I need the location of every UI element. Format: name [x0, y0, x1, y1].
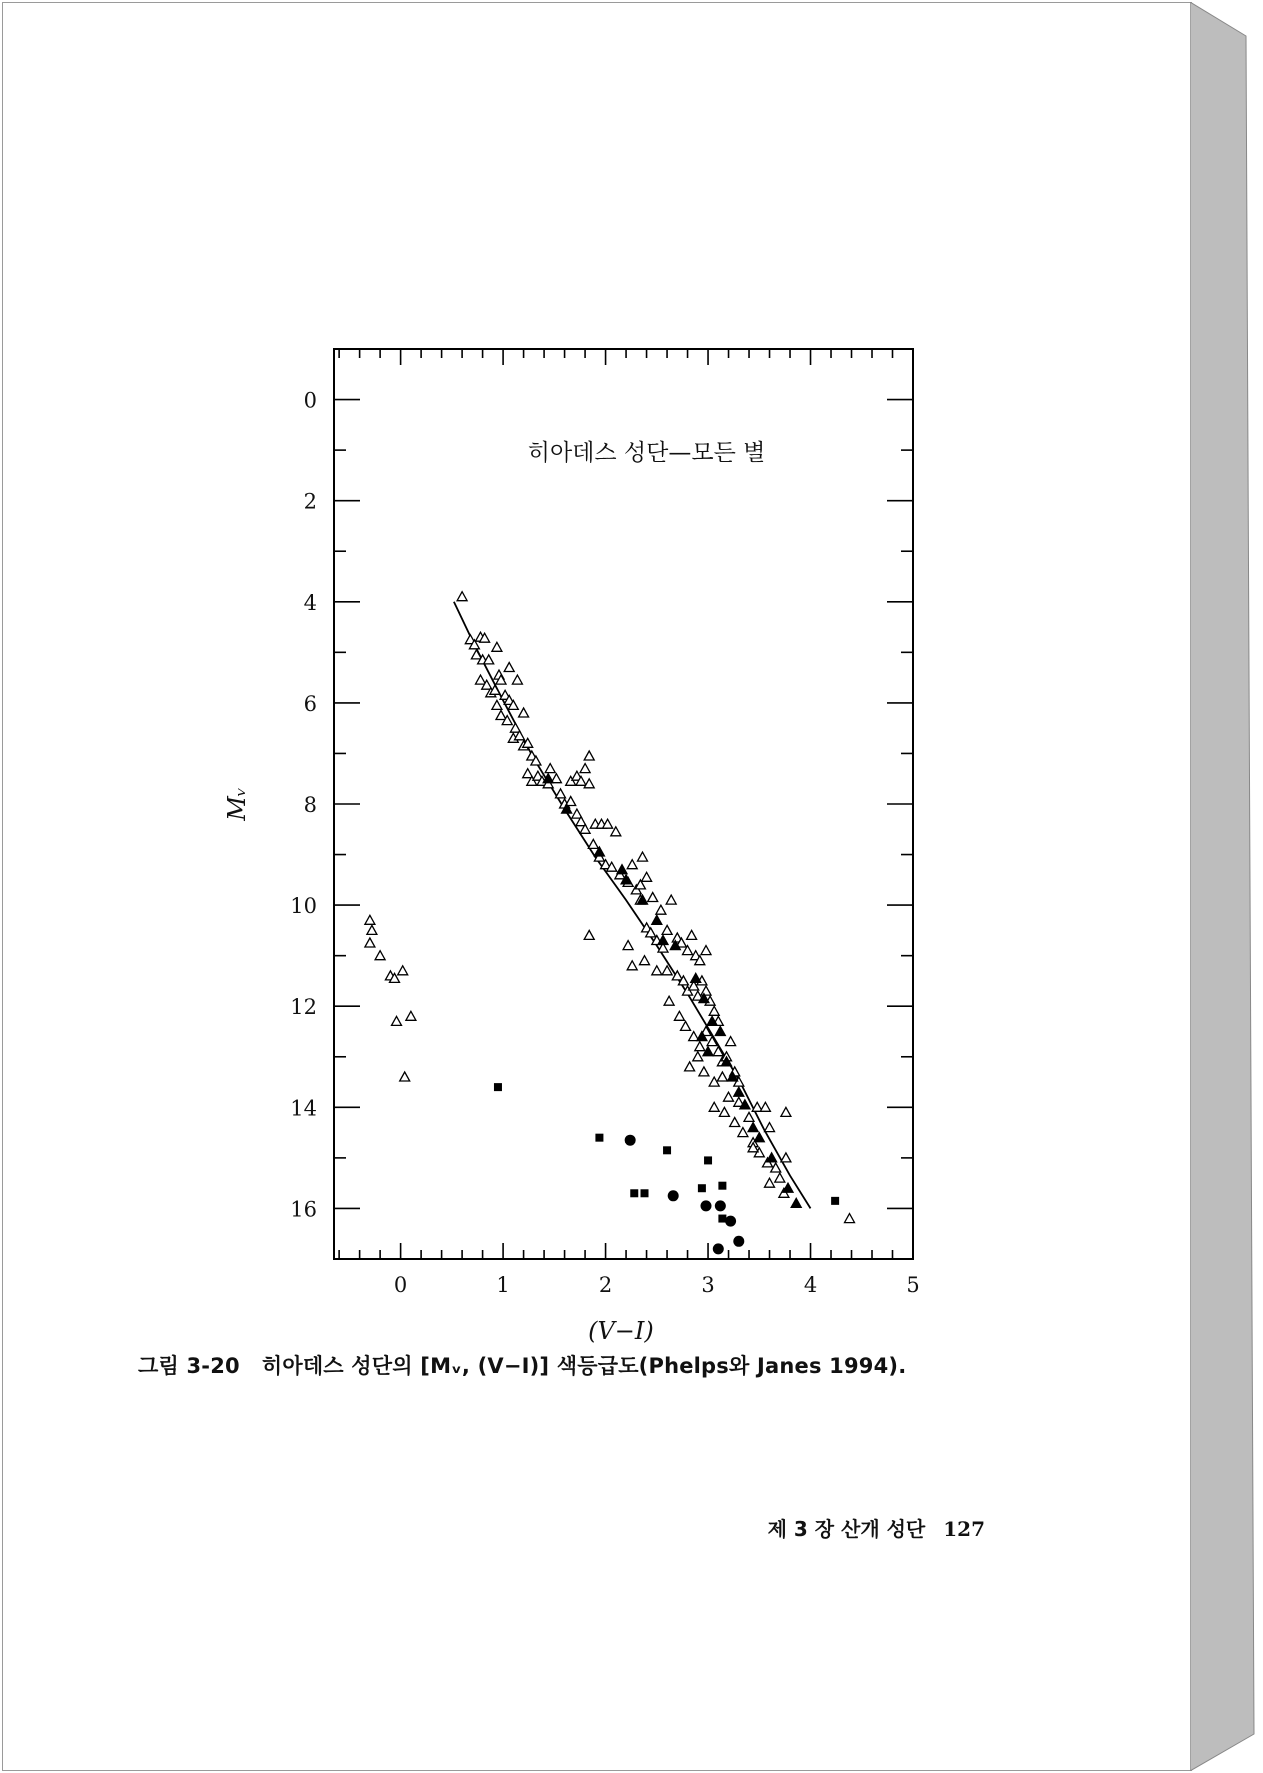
open-triangle-point	[662, 925, 672, 934]
filled-circle-point	[725, 1216, 736, 1227]
filled-square-point	[595, 1134, 603, 1142]
open-triangle-point	[365, 938, 375, 947]
filled-square-point	[494, 1083, 502, 1091]
filled-square-point	[718, 1182, 726, 1190]
open-triangle-point	[640, 956, 650, 965]
figure-caption	[138, 1350, 906, 1380]
open-triangle-point	[719, 1107, 729, 1116]
open-triangle-point	[623, 941, 633, 950]
open-triangle-point	[375, 951, 385, 960]
filled-circle-point	[713, 1243, 724, 1254]
filled-square-point	[663, 1146, 671, 1154]
x-tick-label: 5	[906, 1273, 920, 1297]
open-triangle-point	[496, 711, 506, 720]
open-triangle-point	[687, 930, 697, 939]
open-triangle-point	[367, 925, 377, 934]
open-triangle-point	[457, 592, 467, 601]
open-triangle-point	[674, 1011, 684, 1020]
caption-text: 히아데스 성단의 [Mᵥ, (V−I)] 색등급도(Phelps와 Janes 1994).	[261, 1354, 907, 1378]
y-tick-label: 4	[303, 590, 317, 615]
open-triangle-point	[642, 872, 652, 881]
filled-circle-point	[715, 1200, 726, 1211]
filled-square-point	[630, 1189, 638, 1197]
plot-frame	[334, 349, 913, 1259]
open-triangle-point	[392, 1016, 402, 1025]
x-tick-label: 1	[496, 1273, 510, 1297]
x-tick-label: 3	[701, 1273, 715, 1297]
open-triangle-point	[588, 839, 598, 848]
filled-circle-point	[700, 1200, 711, 1211]
open-triangle-point	[627, 961, 637, 970]
footer-chapter: 제 3 장 산개 성단	[767, 1517, 926, 1541]
open-triangle-point	[638, 852, 648, 861]
open-triangle-point	[365, 915, 375, 924]
filled-square-point	[704, 1156, 712, 1164]
open-triangle-point	[744, 1112, 754, 1121]
filled-circle-point	[625, 1135, 636, 1146]
y-tick-label: 6	[303, 691, 317, 716]
open-triangle-point	[648, 893, 658, 902]
open-triangle-point	[406, 1011, 416, 1020]
open-triangle-point	[666, 895, 676, 904]
y-tick-label: 2	[303, 489, 317, 514]
filled-circle-point	[668, 1190, 679, 1201]
x-tick-label: 2	[598, 1273, 613, 1297]
open-triangle-point	[400, 1072, 410, 1081]
y-axis-label: Mᵥ	[223, 787, 251, 821]
filled-triangle-point	[734, 1087, 744, 1096]
open-triangle-point	[519, 708, 529, 717]
open-triangle-point	[765, 1123, 775, 1132]
filled-triangle-point	[617, 865, 627, 874]
filled-triangle-point	[652, 915, 662, 924]
open-triangle-point	[584, 779, 594, 788]
running-footer	[768, 1513, 985, 1542]
x-tick-label: 0	[393, 1273, 408, 1297]
y-tick-label: 12	[290, 995, 317, 1020]
open-triangle-point	[760, 1102, 770, 1111]
filled-square-point	[831, 1197, 839, 1205]
open-triangle-point	[693, 1052, 703, 1061]
y-tick-label: 10	[290, 894, 317, 919]
open-triangle-point	[730, 1118, 740, 1127]
filled-circle-point	[733, 1236, 744, 1247]
filled-triangle-point	[767, 1153, 777, 1162]
open-triangle-point	[724, 1092, 734, 1101]
open-triangle-point	[781, 1107, 791, 1116]
y-tick-label: 8	[303, 793, 317, 817]
open-triangle-point	[717, 1072, 727, 1081]
filled-triangle-point	[748, 1123, 758, 1132]
open-triangle-point	[512, 675, 522, 684]
open-triangle-point	[709, 1006, 719, 1015]
open-triangle-point	[775, 1173, 785, 1182]
main-sequence-fit-curve	[454, 602, 811, 1209]
filled-triangle-point	[791, 1198, 801, 1207]
open-triangle-point	[685, 1062, 695, 1071]
open-triangle-point	[845, 1214, 855, 1223]
open-triangle-point	[656, 905, 666, 914]
filled-square-point	[698, 1184, 706, 1192]
y-tick-label: 14	[290, 1096, 317, 1121]
open-triangle-point	[556, 789, 566, 798]
y-tick-label: 0	[303, 388, 317, 413]
open-triangle-point	[699, 1067, 709, 1076]
open-triangle-point	[765, 1178, 775, 1187]
filled-square-point	[641, 1189, 649, 1197]
open-triangle-point	[695, 1042, 705, 1051]
open-triangle-point	[738, 1128, 748, 1137]
x-axis-label: (V−I)	[588, 1317, 654, 1345]
open-triangle-point	[492, 642, 502, 651]
filled-triangle-point	[754, 1133, 764, 1142]
y-tick-label: 16	[290, 1197, 317, 1222]
open-triangle-point	[476, 675, 486, 684]
chart-title: 히아데스 성단—모든 별	[527, 440, 766, 467]
filled-triangle-point	[715, 1027, 725, 1036]
open-triangle-point	[726, 1037, 736, 1046]
open-triangle-point	[580, 764, 590, 773]
page-number: 127	[943, 1517, 985, 1541]
open-triangle-point	[664, 996, 674, 1005]
filled-triangle-point	[691, 973, 701, 982]
open-triangle-point	[504, 663, 514, 672]
open-triangle-point	[627, 860, 637, 869]
open-triangle-point	[584, 930, 594, 939]
open-triangle-point	[681, 1021, 691, 1030]
open-triangle-point	[584, 751, 594, 760]
open-triangle-point	[492, 700, 502, 709]
open-triangle-point	[652, 966, 662, 975]
open-triangle-point	[701, 986, 711, 995]
open-triangle-point	[545, 764, 555, 773]
figure-number: 그림 3-20	[138, 1354, 240, 1378]
open-triangle-point	[709, 1102, 719, 1111]
open-triangle-point	[398, 966, 408, 975]
x-tick-label: 4	[803, 1273, 818, 1297]
filled-triangle-point	[783, 1183, 793, 1192]
open-triangle-point	[781, 1153, 791, 1162]
open-triangle-point	[701, 946, 711, 955]
